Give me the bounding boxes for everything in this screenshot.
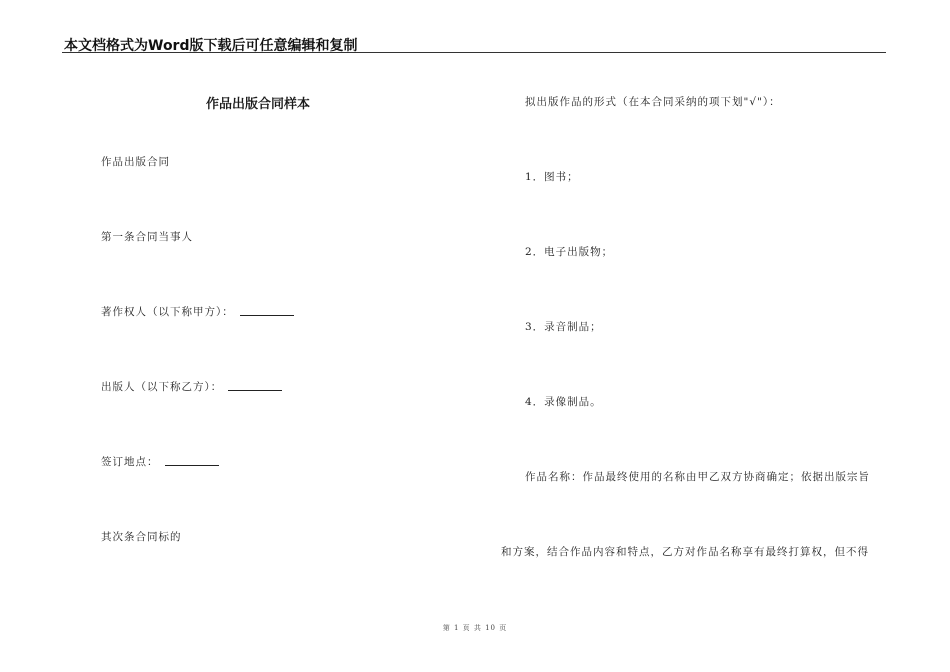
right-line-book: 1．图书；: [525, 171, 579, 183]
header-notice: 本文档格式为Word版下载后可任意编辑和复制: [64, 38, 358, 54]
page-number: 第 1 页 共 10 页: [442, 624, 508, 632]
signing-place-blank[interactable]: [165, 465, 219, 466]
left-line-publisher: [101, 379, 282, 394]
copyright-holder-blank[interactable]: [240, 315, 294, 316]
right-line-work-name-cont: 和方案，结合作品内容和特点，乙方对作品名称享有最终打算权，但不得: [501, 546, 869, 558]
right-line-audio: 3．录音制品；: [525, 321, 602, 333]
copyright-holder-label: 著作权人（以下称甲方）：: [101, 306, 234, 318]
header-divider: [62, 52, 886, 53]
publisher-blank[interactable]: [228, 390, 282, 391]
left-line-contract-name: 作品出版合同: [101, 156, 170, 168]
left-line-signing-place: [101, 454, 219, 469]
document-title: 作品出版合同样本: [206, 97, 311, 112]
right-line-work-name: 作品名称：作品最终使用的名称由甲乙双方协商确定；依据出版宗旨: [525, 471, 870, 483]
right-line-electronic: 2．电子出版物；: [525, 246, 614, 258]
signing-place-label: 签订地点：: [101, 456, 159, 468]
left-line-copyright-holder: [101, 304, 294, 319]
right-line-form: 拟出版作品的形式（在本合同采纳的项下划"√"）：: [525, 96, 781, 108]
left-line-article-two: 其次条合同标的: [101, 531, 182, 543]
publisher-label: 出版人（以下称乙方）：: [101, 381, 223, 393]
left-line-article-one: 第一条合同当事人: [101, 231, 193, 243]
right-line-video: 4．录像制品。: [525, 396, 602, 408]
